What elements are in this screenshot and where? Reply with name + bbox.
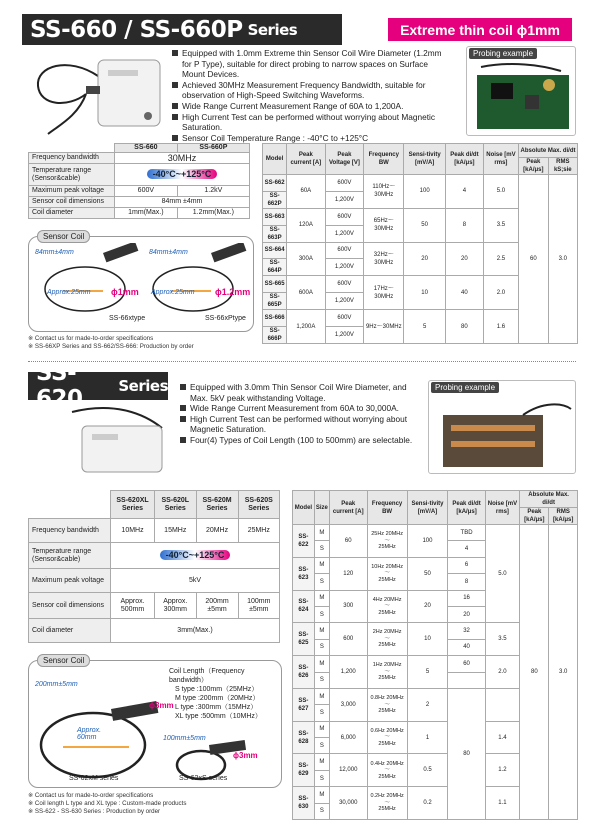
current-cell: 120 bbox=[329, 557, 367, 590]
size-cell: M bbox=[314, 557, 329, 573]
s2-feature-list bbox=[180, 382, 416, 446]
sens-cell: 0.5 bbox=[407, 754, 448, 787]
s2-title-suffix: Series bbox=[118, 377, 168, 395]
bw-tilde: ～ bbox=[384, 799, 390, 806]
note: ※ SS-622 - SS-630 Series : Production by order bbox=[28, 808, 161, 815]
col-head: RMS kS;sie bbox=[548, 158, 577, 175]
s2-dim-1: 200mm±5mm bbox=[35, 681, 78, 688]
current-cell: 12,000 bbox=[329, 754, 367, 787]
model-cell: SS-624 bbox=[293, 590, 315, 623]
spec-value: 200mm ±5mm bbox=[196, 593, 238, 619]
spec-value: 1.2mm(Max.) bbox=[177, 208, 249, 219]
s2-spec-head: SS-620XL Series bbox=[111, 491, 155, 519]
bw-tilde: ～ bbox=[384, 603, 390, 610]
didt-cell: 40 bbox=[448, 639, 485, 655]
s2-sensor-caption: Sensor Coil bbox=[37, 654, 90, 667]
note: ※ Coil length L type and XL type : Custom-made products bbox=[28, 800, 187, 807]
size-cell: S bbox=[314, 705, 329, 721]
col-head: Noise [mV rms] bbox=[485, 491, 520, 525]
bw-cell bbox=[367, 787, 407, 820]
bw-cell bbox=[367, 721, 407, 754]
abs-rms-cell: 3.0 bbox=[549, 525, 578, 820]
spec-value: 10MHz bbox=[111, 519, 155, 543]
bw-low: 10Hz bbox=[371, 563, 385, 570]
sens-cell: 10 bbox=[407, 623, 448, 656]
spec-value: 1.2kV bbox=[177, 186, 249, 197]
sens-cell: 0.2 bbox=[407, 787, 448, 820]
s1-title-suffix: Series bbox=[247, 20, 298, 39]
s2-title-bar bbox=[28, 360, 168, 412]
note: ※ Contact us for made-to-order specifications bbox=[28, 335, 154, 342]
abs-peak-cell: 60 bbox=[519, 175, 549, 344]
s1-approx-2: Approx.25mm bbox=[151, 289, 195, 296]
bw-s: 25MHz bbox=[378, 806, 396, 813]
voltage-cell: 600V bbox=[325, 310, 364, 327]
spec-value bbox=[115, 164, 250, 186]
size-cell: M bbox=[314, 656, 329, 672]
size-cell: S bbox=[314, 770, 329, 786]
voltage-cell: 1,200V bbox=[325, 259, 364, 276]
bw-s: 25MHz bbox=[378, 708, 396, 715]
didt-cell: 6 bbox=[448, 557, 485, 573]
s2-spec-table bbox=[28, 490, 280, 643]
spec-label: Maximum peak voltage bbox=[29, 569, 111, 593]
s1-title-bar bbox=[22, 14, 342, 45]
col-head: Peak [kA/μs] bbox=[520, 508, 549, 525]
col-head: Peak Voltage [V] bbox=[325, 144, 364, 175]
pcb-image bbox=[471, 61, 573, 133]
bw-tilde: ～ bbox=[384, 767, 390, 774]
col-head: Absolute Max. di/dt bbox=[520, 491, 578, 508]
model-cell: SS-628 bbox=[293, 721, 315, 754]
s2-probing-example bbox=[428, 380, 576, 474]
model-cell: SS-623 bbox=[293, 557, 315, 590]
bw-m: 20MHz bbox=[384, 629, 402, 636]
spec-value: 84mm ±4mm bbox=[115, 197, 250, 208]
s1-phi-2: ϕ1.2mm bbox=[215, 287, 251, 297]
sens-cell: 50 bbox=[407, 557, 448, 590]
col-head: Frequency BW bbox=[364, 144, 404, 175]
bw-tilde: ～ bbox=[384, 537, 390, 544]
current-cell: 120A bbox=[287, 208, 325, 242]
col-head: Frequency BW bbox=[367, 491, 407, 525]
note: ※ SS-66XP Series and SS-662/SS-666: Production by order bbox=[28, 343, 194, 350]
coil-length-item: M type :200mm（20MHz） bbox=[175, 695, 260, 702]
s2-title: SS-620 bbox=[36, 360, 83, 412]
s1-sensor-caption: Sensor Coil bbox=[37, 230, 90, 243]
noise-cell: 2.0 bbox=[485, 656, 520, 689]
bw-cell bbox=[367, 590, 407, 623]
spec-value: Approx. 500mm bbox=[111, 593, 155, 619]
bw-tilde: ～ bbox=[384, 635, 390, 642]
bw-tilde: ～ bbox=[384, 570, 390, 577]
size-cell: S bbox=[314, 541, 329, 557]
model-cell: SS-666 bbox=[263, 310, 287, 327]
model-cell: SS-663 bbox=[263, 208, 287, 225]
s2-type-2: SS-62xS series bbox=[179, 775, 228, 782]
bw-m: 20MHz bbox=[385, 563, 403, 570]
spec-label: Frequency bandwidth bbox=[29, 519, 111, 543]
model-cell: SS-664P bbox=[263, 259, 287, 276]
coil-length-item: L type :300mm（15MHz） bbox=[175, 704, 258, 711]
bw-low: 0.8Hz bbox=[370, 695, 385, 702]
bw-m: 20MHz bbox=[384, 662, 402, 669]
s2-feature: Four(4) Types of Coil Length (100 to 500mm) are selectable. bbox=[180, 435, 416, 446]
col-head: RMS [kA/μs] bbox=[549, 508, 578, 525]
voltage-cell: 600V bbox=[325, 242, 364, 259]
module-image bbox=[433, 395, 573, 473]
s2-spec-head: SS-620S Series bbox=[238, 491, 279, 519]
bw-low: 0.2Hz bbox=[370, 793, 385, 800]
s1-badge: Extreme thin coil ϕ1mm bbox=[388, 18, 572, 41]
size-cell: M bbox=[314, 623, 329, 639]
voltage-cell: 600V bbox=[325, 175, 364, 192]
s1-phi-1: ϕ1mm bbox=[111, 287, 139, 297]
abs-peak-cell: 80 bbox=[520, 525, 549, 820]
voltage-cell: 1,200V bbox=[325, 191, 364, 208]
s2-coil-diagram bbox=[33, 681, 279, 785]
didt-cell: 80 bbox=[448, 688, 485, 819]
s1-dim-2: 84mm±4mm bbox=[149, 249, 188, 256]
bw-m: 20MHz bbox=[385, 531, 403, 538]
model-cell: SS-663P bbox=[263, 225, 287, 242]
spec-value: 20MHz bbox=[196, 519, 238, 543]
didt-cell: 4 bbox=[445, 175, 483, 209]
s2-dim-2: 100mm±5mm bbox=[163, 735, 206, 742]
didt-cell: 8 bbox=[445, 208, 483, 242]
s1-spec-head: SS-660P bbox=[177, 144, 249, 153]
spec-value: 5kV bbox=[111, 569, 280, 593]
s1-title: SS-660 / SS-660P bbox=[30, 16, 243, 43]
voltage-cell: 600V bbox=[325, 276, 364, 293]
s1-approx-1: Approx.25mm bbox=[47, 289, 91, 296]
sens-cell: 10 bbox=[404, 276, 446, 310]
sens-cell: 50 bbox=[404, 208, 446, 242]
s2-phi-2: ϕ3mm bbox=[233, 751, 258, 760]
sens-cell: 100 bbox=[404, 175, 446, 209]
s1-notes bbox=[28, 335, 194, 351]
size-cell: M bbox=[314, 688, 329, 704]
spec-label: Maximum peak voltage bbox=[29, 186, 115, 197]
spec-value: 25MHz bbox=[238, 519, 279, 543]
noise-cell: 3.5 bbox=[485, 623, 520, 656]
spec-value: 15MHz bbox=[155, 519, 196, 543]
voltage-cell: 600V bbox=[325, 208, 364, 225]
bw-cell: 65Hz～30MHz bbox=[364, 208, 404, 242]
s1-probe-label: Probing example bbox=[469, 48, 537, 59]
size-cell: S bbox=[314, 574, 329, 590]
bw-low: 0.6Hz bbox=[370, 727, 385, 734]
voltage-cell: 1,200V bbox=[325, 326, 364, 343]
model-cell: SS-662P bbox=[263, 191, 287, 208]
model-cell: SS-629 bbox=[293, 754, 315, 787]
temp-range: -40°C~+125°C bbox=[147, 169, 218, 179]
col-head: Peak di/dt [kA/μs] bbox=[448, 491, 485, 525]
current-cell: 1,200 bbox=[329, 656, 367, 689]
bw-low: 2Hz bbox=[372, 629, 383, 636]
didt-cell: 32 bbox=[448, 623, 485, 639]
s1-feature: Sensor Coil Temperature Range : -40°C to +125°C bbox=[172, 133, 448, 144]
s1-feature: Achieved 30MHz Measurement Frequency Bandwidth, suitable for observation of High-Speed Switching Waveforms. bbox=[172, 80, 448, 101]
model-cell: SS-627 bbox=[293, 688, 315, 721]
current-cell: 600A bbox=[287, 276, 325, 310]
bw-cell: 110Hz～30MHz bbox=[364, 175, 404, 209]
didt-cell: 16 bbox=[448, 590, 485, 606]
spec-value bbox=[111, 543, 280, 569]
bw-cell bbox=[367, 623, 407, 656]
s2-feature: Equipped with 3.0mm Thin Sensor Coil Wire Diameter, and Max. 5kV peak withstanding Voltage. bbox=[180, 382, 416, 403]
noise-cell: 3.5 bbox=[483, 208, 518, 242]
col-head: Sensi-tivity [mV/A] bbox=[404, 144, 446, 175]
coil-length-item: XL type :500mm（10MHz） bbox=[175, 713, 262, 720]
col-head: Sensi-tivity [mV/A] bbox=[407, 491, 448, 525]
s1-model-table bbox=[262, 143, 578, 344]
spec-label: Coil diameter bbox=[29, 208, 115, 219]
s1-feature: High Current Test can be performed without worrying about Magnetic Saturation. bbox=[172, 112, 448, 133]
size-cell: M bbox=[314, 754, 329, 770]
current-cell: 60A bbox=[287, 175, 325, 209]
s1-spec-head: SS-660 bbox=[115, 144, 178, 153]
spec-label: Temperature range (Sensor&cable) bbox=[29, 164, 115, 186]
size-cell: M bbox=[314, 721, 329, 737]
size-cell: S bbox=[314, 672, 329, 688]
bw-cell: 9Hz～30MHz bbox=[364, 310, 404, 344]
s2-notes bbox=[28, 792, 186, 816]
s1-feature-list bbox=[172, 48, 448, 143]
noise-cell: 5.0 bbox=[483, 175, 518, 209]
s2-model-table bbox=[292, 490, 578, 820]
bw-cell: 32Hz～30MHz bbox=[364, 242, 404, 276]
size-cell: S bbox=[314, 606, 329, 622]
current-cell: 60 bbox=[329, 525, 367, 558]
bw-s: 25MHz bbox=[378, 773, 396, 780]
bw-m: 20MHz bbox=[384, 596, 402, 603]
size-cell: M bbox=[314, 590, 329, 606]
spec-value: 30MHz bbox=[115, 153, 250, 164]
bw-s: 25MHz bbox=[378, 740, 396, 747]
bw-cell bbox=[367, 557, 407, 590]
bw-m: 20MHz bbox=[386, 695, 404, 702]
current-cell: 3,000 bbox=[329, 688, 367, 721]
s1-sensor-coil-box bbox=[28, 232, 254, 332]
current-cell: 1,200A bbox=[287, 310, 325, 344]
didt-cell bbox=[448, 672, 485, 688]
temp-range: -40°C~+125°C bbox=[160, 550, 231, 560]
bw-s: 25MHz bbox=[378, 675, 396, 682]
bw-tilde: ～ bbox=[384, 734, 390, 741]
didt-cell: TBD bbox=[448, 525, 485, 541]
model-cell: SS-662 bbox=[263, 175, 287, 192]
bw-low: 4Hz bbox=[372, 596, 383, 603]
bw-m: 20MHz bbox=[386, 727, 404, 734]
didt-cell: 4 bbox=[448, 541, 485, 557]
current-cell: 300 bbox=[329, 590, 367, 623]
s1-type-2: SS-66xPtype bbox=[205, 315, 246, 322]
voltage-cell: 1,200V bbox=[325, 293, 364, 310]
bw-cell bbox=[367, 688, 407, 721]
spec-value: 3mm(Max.) bbox=[111, 619, 280, 643]
spec-label: Coil diameter bbox=[29, 619, 111, 643]
model-cell: SS-665 bbox=[263, 276, 287, 293]
bw-tilde: ～ bbox=[384, 668, 390, 675]
bw-cell bbox=[367, 525, 407, 558]
didt-cell: 20 bbox=[445, 242, 483, 276]
spec-value: 1mm(Max.) bbox=[115, 208, 178, 219]
size-cell: M bbox=[314, 787, 329, 803]
sens-cell: 1 bbox=[407, 721, 448, 754]
s1-feature: Wide Range Current Measurement Range of 60A to 1,200A. bbox=[172, 101, 448, 112]
s2-phi-1: ϕ3mm bbox=[149, 701, 174, 710]
sens-cell: 100 bbox=[407, 525, 448, 558]
spec-label: Sensor coil dimensions bbox=[29, 593, 111, 619]
col-head: Size bbox=[314, 491, 329, 525]
abs-rms-cell: 3.0 bbox=[548, 175, 577, 344]
spec-label: Frequency bandwidth bbox=[29, 153, 115, 164]
spec-label: Temperature range (Sensor&cable) bbox=[29, 543, 111, 569]
bw-s: 25MHz bbox=[378, 642, 396, 649]
model-cell: SS-625 bbox=[293, 623, 315, 656]
bw-m: 20MHz bbox=[386, 793, 404, 800]
spec-value: Approx. 300mm bbox=[155, 593, 196, 619]
current-cell: 6,000 bbox=[329, 721, 367, 754]
noise-cell: 1.6 bbox=[483, 310, 518, 344]
sens-cell: 2 bbox=[407, 688, 448, 721]
s2-approx-1: Approx. 60mm bbox=[77, 727, 102, 741]
bw-s: 25MHz bbox=[378, 609, 396, 616]
model-cell: SS-626 bbox=[293, 656, 315, 689]
coil-length-title: Coil Length（Frequency bandwidth） bbox=[169, 668, 245, 684]
size-cell: M bbox=[314, 525, 329, 541]
didt-cell: 80 bbox=[445, 310, 483, 344]
bw-low: 0.4Hz bbox=[370, 760, 385, 767]
noise-cell: 5.0 bbox=[485, 525, 520, 623]
didt-cell: 40 bbox=[445, 276, 483, 310]
bw-low: 1Hz bbox=[372, 662, 383, 669]
sens-cell: 20 bbox=[404, 242, 446, 276]
current-cell: 30,000 bbox=[329, 787, 367, 820]
s1-probing-example bbox=[466, 46, 576, 136]
model-cell: SS-664 bbox=[263, 242, 287, 259]
current-cell: 600 bbox=[329, 623, 367, 656]
s2-type-1: SS-62xM series bbox=[69, 775, 119, 782]
col-head: Noise [mV rms] bbox=[483, 144, 518, 175]
noise-cell: 1.1 bbox=[485, 787, 520, 820]
s1-dim-1: 84mm±4mm bbox=[35, 249, 74, 256]
s2-feature: Wide Range Current Measurement from 60A to 30,000A. bbox=[180, 403, 416, 414]
col-head: Peak [kA/μs] bbox=[519, 158, 549, 175]
bw-cell bbox=[367, 656, 407, 689]
didt-cell: 60 bbox=[448, 656, 485, 672]
spec-value: 600V bbox=[115, 186, 178, 197]
size-cell: S bbox=[314, 803, 329, 819]
spec-value: 100mm ±5mm bbox=[238, 593, 279, 619]
sens-cell: 5 bbox=[407, 656, 448, 689]
s2-sensor-coil-box bbox=[28, 656, 282, 788]
model-cell: SS-665P bbox=[263, 293, 287, 310]
model-cell: SS-630 bbox=[293, 787, 315, 820]
col-head: Absolute Max. di/dt bbox=[519, 144, 578, 158]
size-cell: S bbox=[314, 738, 329, 754]
bw-cell bbox=[367, 754, 407, 787]
noise-cell: 2.0 bbox=[483, 276, 518, 310]
voltage-cell: 1,200V bbox=[325, 225, 364, 242]
col-head: Model bbox=[293, 491, 315, 525]
bw-tilde: ～ bbox=[384, 701, 390, 708]
size-cell: S bbox=[314, 639, 329, 655]
s1-device-image bbox=[28, 46, 168, 140]
col-head: Peak current [A] bbox=[329, 491, 367, 525]
didt-cell: 20 bbox=[448, 606, 485, 622]
s2-device-image bbox=[32, 402, 172, 482]
bw-cell: 17Hz～30MHz bbox=[364, 276, 404, 310]
note: ※ Contact us for made-to-order specifications bbox=[28, 792, 154, 799]
coil-length-item: S type :100mm（25MHz） bbox=[175, 686, 259, 693]
noise-cell: 1.4 bbox=[485, 721, 520, 754]
noise-cell: 1.2 bbox=[485, 754, 520, 787]
col-head: Peak current [A] bbox=[287, 144, 325, 175]
col-head: Peak di/dt [kA/μs] bbox=[445, 144, 483, 175]
noise-cell: 2.5 bbox=[483, 242, 518, 276]
bw-s: 25MHz bbox=[378, 576, 396, 583]
current-cell: 300A bbox=[287, 242, 325, 276]
col-head: Model bbox=[263, 144, 287, 175]
s2-spec-head: SS-620M Series bbox=[196, 491, 238, 519]
noise-cell bbox=[485, 688, 520, 721]
s2-feature: High Current Test can be performed without worrying about Magnetic Saturation. bbox=[180, 414, 416, 435]
didt-cell: 8 bbox=[448, 574, 485, 590]
s1-feature: Equipped with 1.0mm Extreme thin Sensor Coil Wire Diameter (1.2mm for P Type), suitable for direct probing to narrow spaces on Surface Mount Devices. bbox=[172, 48, 448, 80]
s1-type-1: SS-66xtype bbox=[109, 315, 146, 322]
s1-spec-table bbox=[28, 143, 250, 219]
bw-s: 25MHz bbox=[378, 544, 396, 551]
bw-low: 25Hz bbox=[371, 531, 385, 538]
s2-spec-head: SS-620L Series bbox=[155, 491, 196, 519]
sens-cell: 5 bbox=[404, 310, 446, 344]
spec-label: Sensor coil dimensions bbox=[29, 197, 115, 208]
model-cell: SS-666P bbox=[263, 326, 287, 343]
model-cell: SS-622 bbox=[293, 525, 315, 558]
s2-probe-label: Probing example bbox=[431, 382, 499, 393]
bw-m: 20MHz bbox=[386, 760, 404, 767]
sens-cell: 20 bbox=[407, 590, 448, 623]
